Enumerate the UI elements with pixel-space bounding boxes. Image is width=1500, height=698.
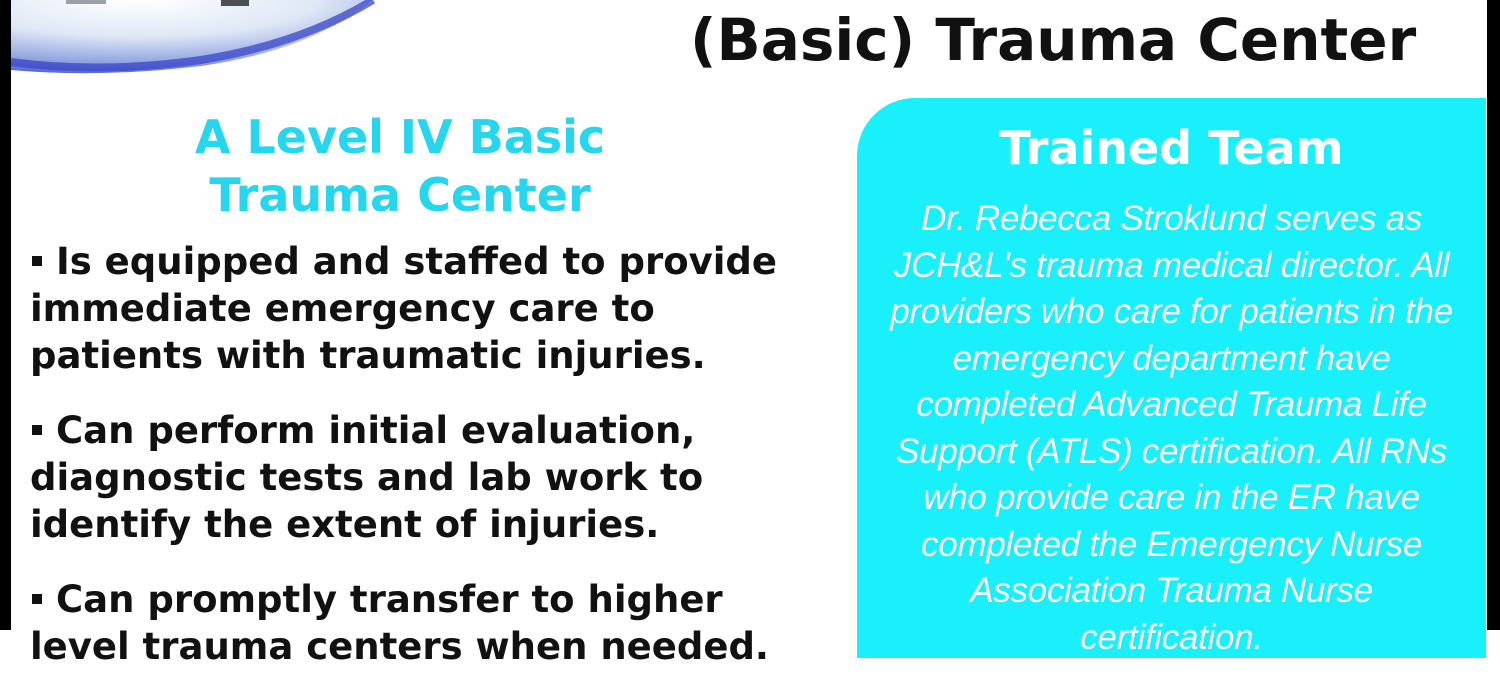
right-border: [1487, 0, 1500, 630]
helicopter-photo: [11, 0, 381, 74]
trained-team-box: [857, 98, 1486, 658]
level-section-heading: [30, 108, 690, 224]
page-title: (Basic) Trauma Center: [690, 6, 1417, 74]
heading-line-2: Trauma Center: [209, 168, 591, 222]
level-section: [30, 108, 810, 698]
heading-line-1: A Level IV Basic: [194, 110, 606, 164]
capability-list: [30, 238, 810, 670]
left-border: [0, 0, 11, 630]
list-item: Can promptly transfer to higher level trauma centers when needed.: [30, 578, 769, 668]
team-box-body: Dr. Rebecca Stroklund serves as JCH&L's trauma medical director. All providers who care for patients in the emergency department have completed Advanced Trauma Life Support (ATLS) certification. All RNs who provide care in the ER have completed the Emergency Nurse Association Trauma Nurse certification.: [890, 199, 1453, 657]
team-box-title: Trained Team: [999, 121, 1344, 175]
square-bullet-icon: [32, 425, 42, 435]
list-item: Is equipped and staffed to provide immediate emergency care to patients with traumatic injuries.: [30, 240, 778, 377]
list-item: Can perform initial evaluation, diagnostic tests and lab work to identify the extent of injuries.: [30, 409, 704, 546]
square-bullet-icon: [32, 256, 42, 266]
square-bullet-icon: [32, 594, 42, 604]
